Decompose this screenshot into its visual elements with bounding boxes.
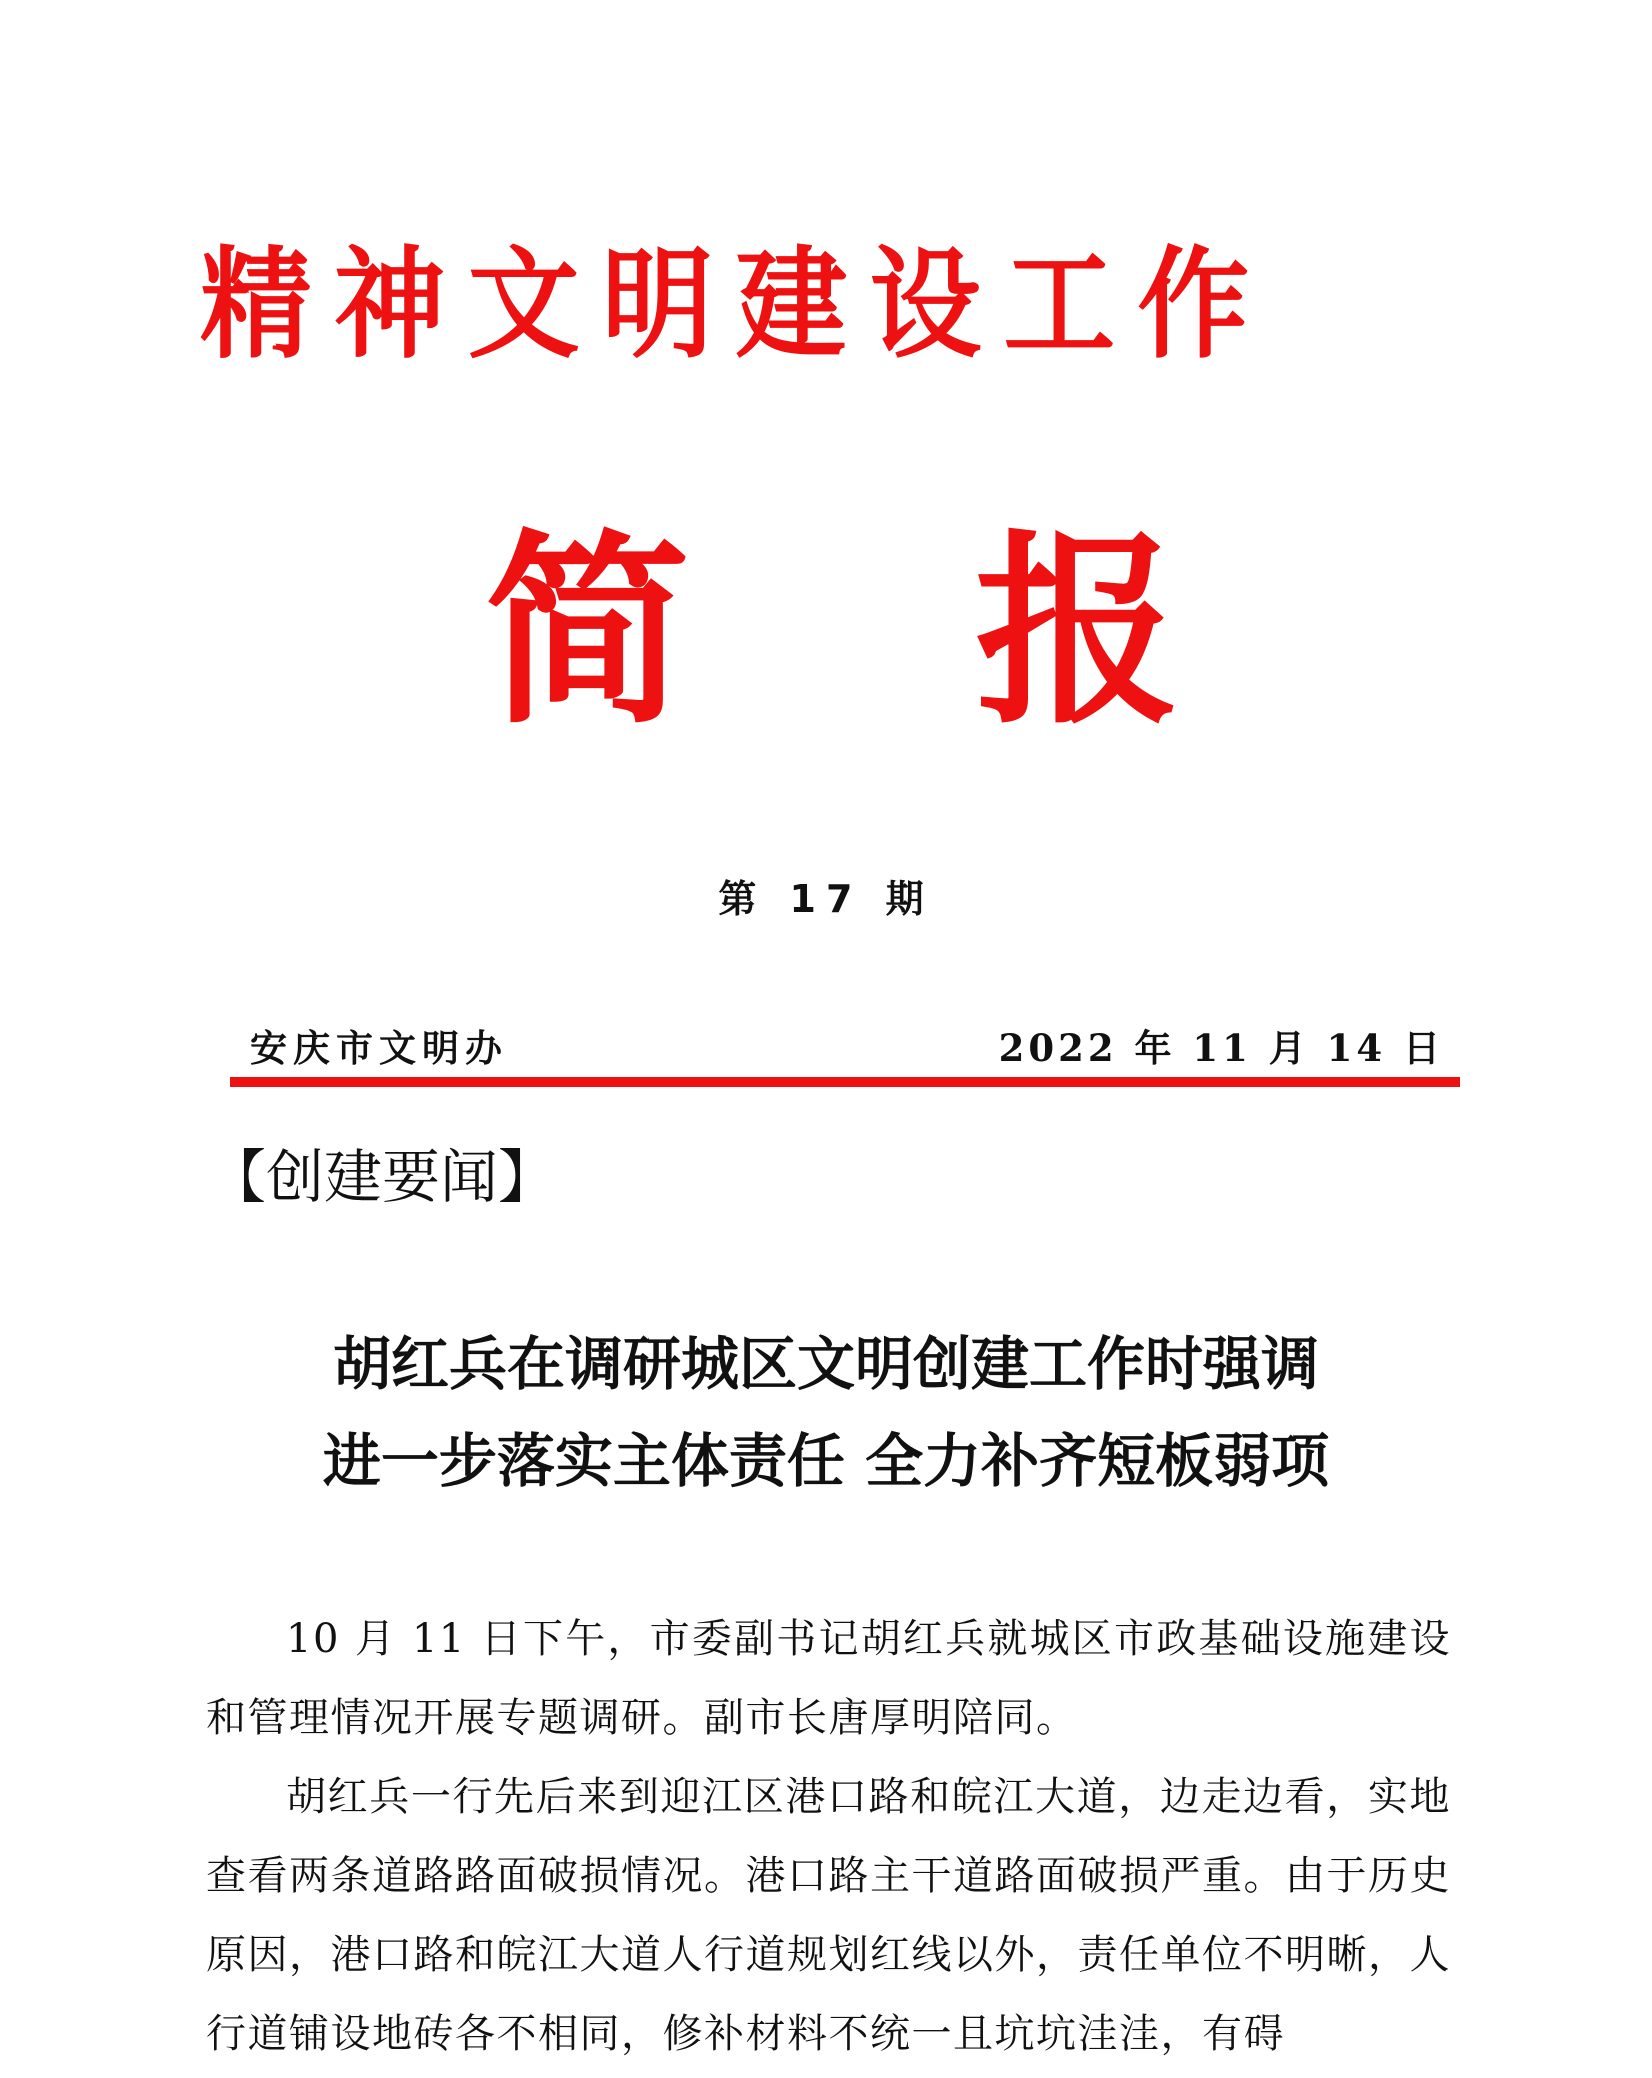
issuer-name: 安庆市文明办: [250, 1026, 508, 1070]
section-tag: 【创建要闻】: [208, 1143, 557, 1211]
article-body: [206, 1600, 1451, 2074]
issue-date: 2022 年 11 月 14 日: [998, 1026, 1444, 1070]
article-paragraph: 胡红兵一行先后来到迎江区港口路和皖江大道，边走边看，实地查看两条道路路面破损情况。港口路主干道路面破损严重。由于历史原因，港口路和皖江大道人行道规划红线以外，责任单位不明晰，人行道铺设地砖各不相同，修补材料不统一且坑坑洼洼，有碍: [206, 1774, 1451, 2057]
masthead-brief-char: 简: [485, 512, 690, 752]
issue-number: 第 17 期: [718, 877, 934, 921]
article-headline-line-1: 胡红兵在调研城区文明创建工作时强调: [332, 1330, 1319, 1398]
article-headline-line-2: 进一步落实主体责任 全力补齐短板弱项: [322, 1427, 1330, 1495]
masthead-brief-char: 报: [975, 512, 1180, 752]
red-divider-rule: [230, 1077, 1460, 1087]
article-paragraph: 10 月 11 日下午，市委副书记胡红兵就城区市政基础设施建设和管理情况开展专题调研。副市长唐厚明陪同。: [206, 1616, 1451, 1741]
masthead-title: 精神文明建设工作: [200, 234, 1272, 375]
